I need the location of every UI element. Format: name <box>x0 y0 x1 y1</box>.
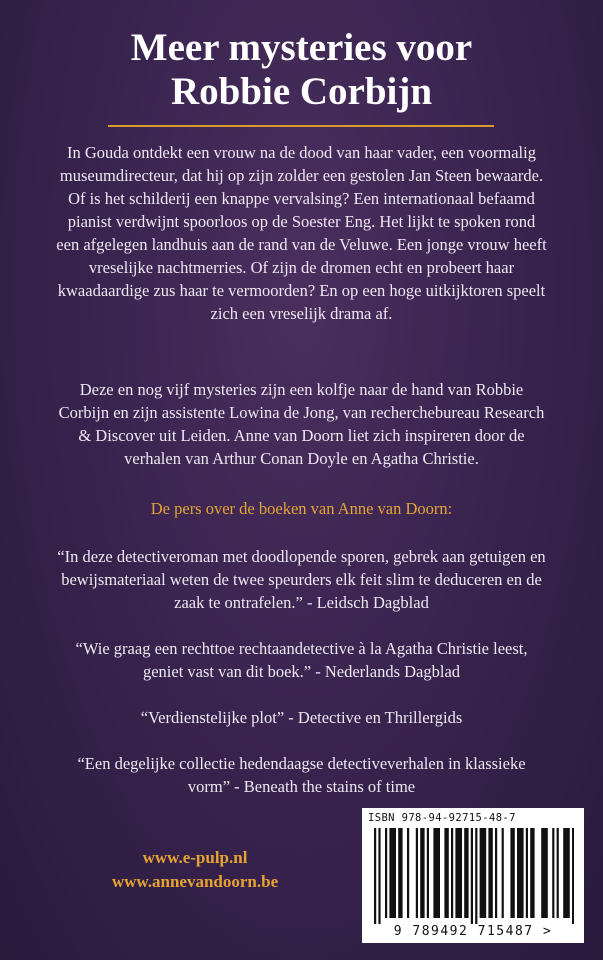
barcode-bar <box>427 828 429 918</box>
press-heading: De pers over de boeken van Anne van Doorn: <box>150 499 453 518</box>
barcode-bar <box>502 828 504 918</box>
barcode-bar <box>407 828 409 918</box>
barcode-bar <box>416 828 418 918</box>
barcode-bar <box>488 828 492 918</box>
website-link-epulp[interactable]: www.e-pulp.nl <box>142 848 248 867</box>
barcode-bar <box>398 828 402 918</box>
title-divider <box>108 125 494 127</box>
press-quote-2: “Wie graag een rechttoe rechtaandetective à la Agatha Christie leest, geniet vast van dit boek.” - Nederlands Dagblad <box>75 639 528 681</box>
barcode-bar <box>552 828 554 918</box>
barcode-bar <box>444 828 448 918</box>
title-line-1: Meer mysteries voor <box>130 26 473 69</box>
barcode-bar <box>378 828 380 924</box>
barcode-bars <box>372 828 574 924</box>
barcode-bar <box>475 828 477 924</box>
isbn-barcode <box>362 808 584 943</box>
press-quote-1: “In deze detectiveroman met doodlopende sporen, gebrek aan getuigen en bewijsmateriaal weten de twee speurders elk feit slim te deduceren en de zaak te ontrafelen.” - Leidsch Dagblad <box>57 547 546 612</box>
press-quote-4: “Een degelijke collectie hedendaagse detectiveverhalen in klassieke vorm” - Beneath the stains of time <box>77 754 526 796</box>
barcode-bar <box>572 828 574 924</box>
barcode-bar <box>510 828 514 918</box>
book-title <box>0 26 603 114</box>
barcode-bar <box>374 828 376 924</box>
website-links <box>80 846 310 894</box>
website-link-annevandoorn[interactable]: www.annevandoorn.be <box>111 872 279 891</box>
title-line-2: Robbie Corbijn <box>170 70 433 113</box>
barcode-bar <box>433 828 440 918</box>
barcode-bar <box>541 828 548 918</box>
barcode-bar <box>563 828 570 918</box>
barcode-bar <box>495 828 497 918</box>
barcode-bar <box>451 828 453 918</box>
press-quote-3: “Verdienstelijke plot” - Detective en Thrillergids <box>140 708 463 727</box>
barcode-bar <box>420 828 424 918</box>
barcode-bar <box>464 828 468 918</box>
barcode-bar <box>530 828 534 918</box>
blurb-paragraph-2: Deze en nog vijf mysteries zijn een kolfje naar de hand van Robbie Corbijn en zijn assistente Lowina de Jong, van recherchebureau Research & Discover uit Leiden. Anne van Doorn liet zich inspireren door de verhalen van Arthur Conan Doyle en Agatha Christie. <box>58 380 545 468</box>
isbn-label: ISBN 978-94-92715-48-7 <box>368 812 516 824</box>
barcode-bar <box>526 828 528 918</box>
barcode-bar <box>455 828 462 918</box>
barcode-bar <box>471 828 473 924</box>
barcode-bar <box>517 828 524 918</box>
blurb-paragraph-1: In Gouda ontdekt een vrouw na de dood van haar vader, een voormalig museumdirecteur, dat hij op zijn zolder een gestolen Jan Steen bewaarde. Of is het schilderij een knappe vervalsing? Een internationaal befaamd pianist verdwijnt spoorloos op de Soester Eng. Het lijkt te spoken rond een afgelegen landhuis aan de rand van de Veluwe. Een jonge vrouw heeft vreselijke nachtmerries. Of zijn de dromen echt en probeert haar kwaadaardige zus haar te vermoorden? En op een hoge uitkijktoren speelt zich een vreselijk drama af. <box>56 143 547 323</box>
barcode-digits: 9 789492 715487 > <box>393 924 553 939</box>
barcode-bar <box>385 828 387 918</box>
barcode-bar <box>389 828 396 918</box>
barcode-bar <box>557 828 559 918</box>
barcode-bar <box>480 828 487 918</box>
